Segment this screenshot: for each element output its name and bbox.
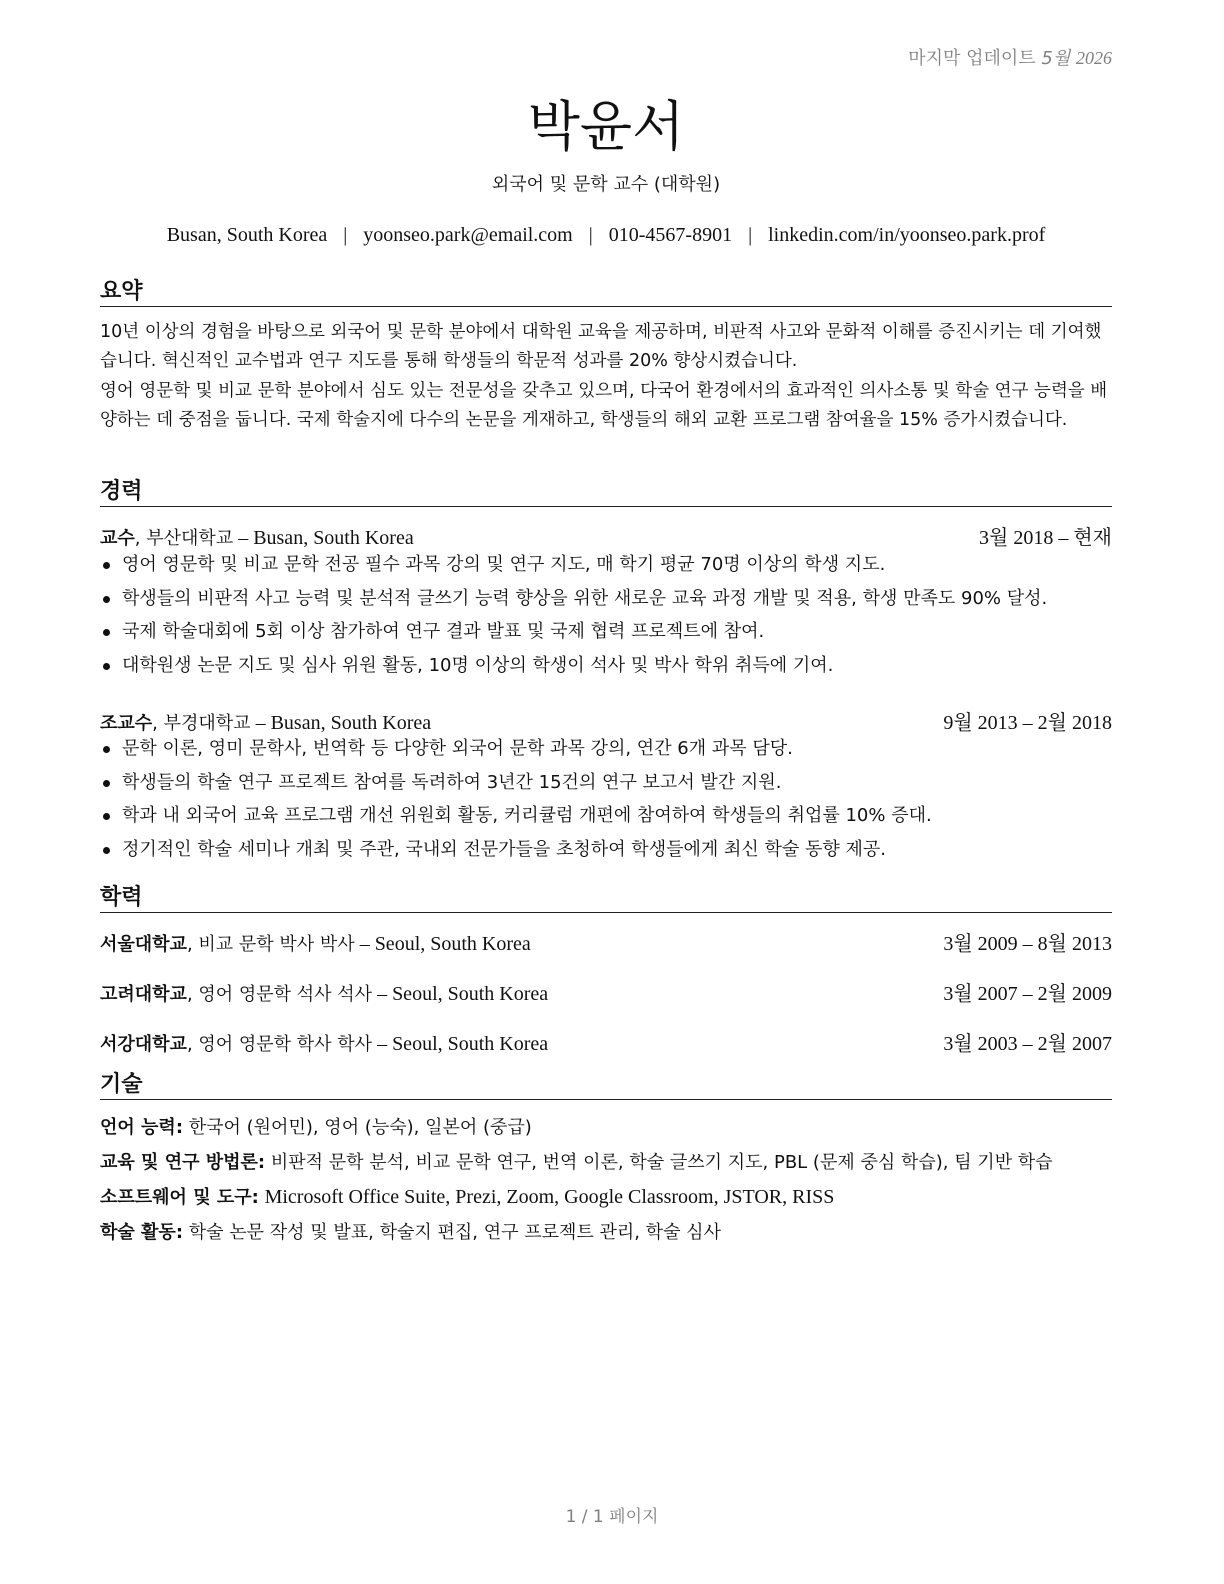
bullet-item: 영어 영문학 및 비교 문학 전공 필수 과목 강의 및 연구 지도, 매 학기 평균 70명 이상의 학생 지도. [100,550,1112,584]
bullet-item: 학생들의 비판적 사고 능력 및 분석적 글쓰기 능력 향상을 위한 새로운 교육 과정 개발 및 적용, 학생 만족도 90% 달성. [100,584,1112,618]
contact-linkedin[interactable]: linkedin.com/in/yoonseo.park.prof [768,224,1046,246]
job-title-line: 교수, 부산대학교 – Busan, South Korea [100,527,414,549]
school-location: Seoul, South Korea [392,1033,549,1055]
skill-value: 학술 논문 작성 및 발표, 학술지 편집, 연구 프로젝트 관리, 학술 심사 [188,1222,721,1243]
school-location: Seoul, South Korea [374,933,531,955]
bullet-item: 대학원생 논문 지도 및 심사 위원 활동, 10명 이상의 학생이 석사 및 박사 학위 취득에 기여. [100,651,1112,685]
job-title-line: 조교수, 부경대학교 – Busan, South Korea [100,712,432,734]
contact-separator: | [748,224,753,246]
skill-value: Microsoft Office Suite, Prezi, Zoom, Google Classroom, JSTOR, RISS [264,1186,835,1208]
last-updated-year: 2026 [1076,48,1112,68]
contact-phone[interactable]: 010-4567-8901 [608,224,733,246]
education-dates: 3월 2007 – 2월 2009 [943,983,1112,1005]
skill-label: 교육 및 연구 방법론: [100,1152,266,1173]
bullet-item: 학생들의 학술 연구 프로젝트 참여를 독려하여 3년간 15건의 연구 보고서 발간 지원. [100,768,1112,802]
job-location: Busan, South Korea [253,527,414,549]
job-role: 조교수 [100,713,153,734]
last-updated [908,44,1112,70]
degree: 영어 영문학 석사 석사 [198,984,373,1005]
summary-paragraph-2: 영어 영문학 및 비교 문학 분야에서 심도 있는 전문성을 갖추고 있으며, 다국어 환경에서의 효과적인 의사소통 및 학술 연구 능력을 배양하는 데 중점을 둡니다. 국제 학술지에 다수의 논문을 게재하고, 학생들의 해외 교환 프로그램 참여율을 15% 증가시켰습니다. [100,381,1108,430]
skill-software [100,1183,1112,1209]
job-location: Busan, South Korea [270,712,432,734]
school-name: 고려대학교 [100,984,187,1005]
education-entry: 고려대학교, 영어 영문학 석사 석사 – Seoul, South Korea 3월 2007 – 2월 2009 [100,977,1112,1006]
school-name: 서울대학교 [100,934,187,955]
contact-location: Busan, South Korea [166,224,328,246]
degree: 비교 문학 박사 박사 [198,934,355,955]
skills-heading: 기술 [100,1067,1112,1100]
job-org: 부산대학교 [146,528,234,549]
bullet-item: 문학 이론, 영미 문학사, 번역학 등 다양한 외국어 문학 과목 강의, 연간 6개 과목 담당. [100,734,1112,768]
job-org: 부경대학교 [163,713,251,734]
job-bullets [100,550,1112,684]
school-location: Seoul, South Korea [392,983,549,1005]
skill-languages [100,1113,1112,1139]
skill-label: 소프트웨어 및 도구: [100,1187,259,1208]
bullet-item: 학과 내 외국어 교육 프로그램 개선 위원회 활동, 커리큘럼 개편에 참여하여 학생들의 취업률 10% 증대. [100,801,1112,835]
skill-label: 학술 활동: [100,1222,184,1243]
skill-academic [100,1218,1112,1244]
skill-methods [100,1148,1112,1174]
skill-label: 언어 능력: [100,1117,184,1138]
summary-paragraph-1: 10년 이상의 경험을 바탕으로 외국어 및 문학 분야에서 대학원 교육을 제공하며, 비판적 사고와 문화적 이해를 증진시키는 데 기여했습니다. 혁신적인 교수법과 연구 지도를 통해 학생들의 학문적 성과를 20% 향상시켰습니다. [100,322,1102,371]
summary-heading: 요약 [100,274,1112,307]
contact-email[interactable]: yoonseo.park@email.com [363,224,573,246]
last-updated-label: 마지막 업데이트 [908,48,1036,69]
job-dates: 9월 2013 – 2월 2018 [943,712,1112,734]
job-dates: 3월 2018 – 현재 [979,527,1112,549]
job-header [100,706,1112,735]
education-entry: 서울대학교, 비교 문학 박사 박사 – Seoul, South Korea 3월 2009 – 8월 2013 [100,927,1112,956]
education-dates: 3월 2003 – 2월 2007 [943,1033,1112,1055]
school-name: 서강대학교 [100,1034,187,1055]
bullet-item: 정기적인 학술 세미나 개최 및 주관, 국내외 전문가들을 초청하여 학생들에게 최신 학술 동향 제공. [100,835,1112,869]
skill-value: 비판적 문학 분석, 비교 문학 연구, 번역 이론, 학술 글쓰기 지도, PBL (문제 중심 학습), 팀 기반 학습 [270,1152,1053,1173]
resume-page [100,0,1112,1584]
education-heading: 학력 [100,880,1112,913]
job-role: 교수 [100,528,135,549]
job-header [100,521,1112,550]
job-bullets [100,734,1112,868]
degree: 영어 영문학 학사 학사 [198,1034,373,1055]
bullet-item: 국제 학술대회에 5회 이상 참가하여 연구 결과 발표 및 국제 협력 프로젝트에 참여. [100,617,1112,651]
education-entry: 서강대학교, 영어 영문학 학사 학사 – Seoul, South Korea 3월 2003 – 2월 2007 [100,1027,1112,1056]
job-title: 외국어 및 문학 교수 (대학원) [491,174,721,195]
experience-heading: 경력 [100,474,1112,507]
contact-line [100,224,1112,247]
skill-value: 한국어 (원어민), 영어 (능숙), 일본어 (중급) [188,1117,532,1138]
contact-separator: | [343,224,348,246]
page-number: 1 / 1 페이지 [565,1507,659,1527]
education-dates: 3월 2009 – 8월 2013 [943,933,1112,955]
person-name: 박윤서 [527,95,685,158]
contact-separator: | [588,224,593,246]
last-updated-month: 5월 [1041,48,1071,69]
